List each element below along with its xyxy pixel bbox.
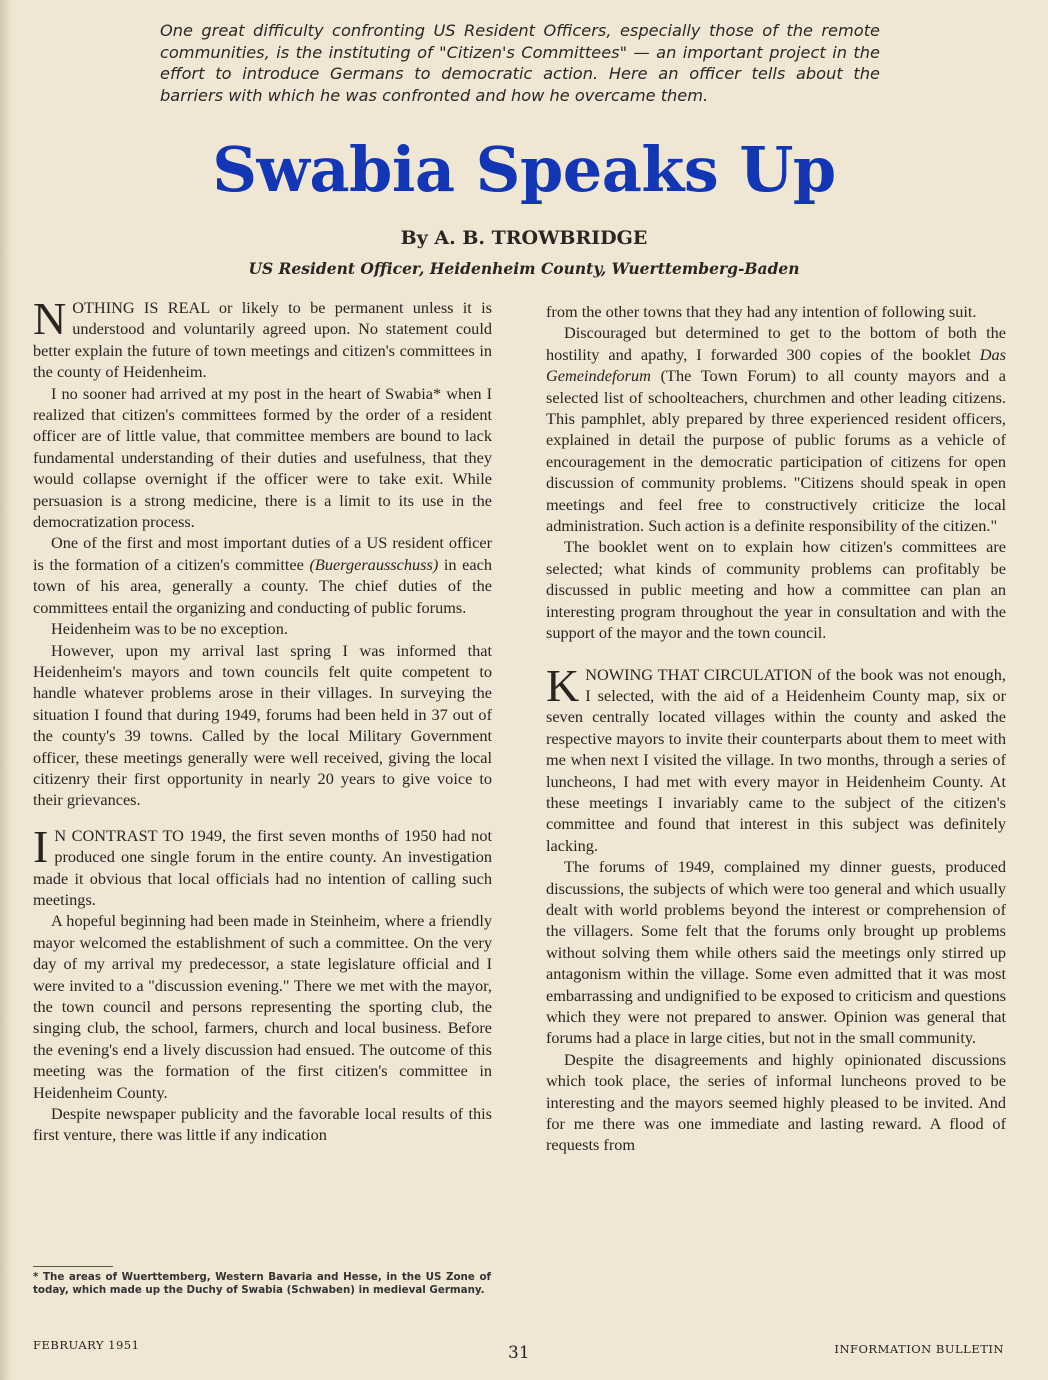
footnote-divider [33,1266,113,1267]
paragraph: Despite newspaper publicity and the favorable local results of this first venture, there was little if any indication [33,1104,492,1145]
drop-cap: N [33,293,67,344]
paragraph: I N CONTRAST TO 1949, the first seven months of 1950 had not produced one single forum in the entire county. An investigation made it obvious that local officials had no intention of calling such meetings. [33,820,492,909]
paragraph: A hopeful beginning had been made in Steinheim, where a friendly mayor welcomed the establishment of such a committee. On the very day of my arrival my predecessor, a state legislature official and I were invited to a "discussion evening." There we met with the mayor, the town council and persons representing the sporting club, the singing club, the school, farmers, church and local business. Before the evening's end a lively discussion had ensued. The outcome of this meeting was the formation of the first citizen's committee in Heidenheim County. [33,911,492,1102]
paragraph: Heidenheim was to be no exception. [51,619,288,639]
drop-cap: K [546,659,580,711]
paragraph: KNOWING THAT CIRCULATION of the book was not enough, I selected, with the aid of a Heidenheim County map, six or seven centrally located villages within the county and asked the respective mayors to invite their counterparts about them to meet with me when next I visited the village. In two months, through a series of luncheons, I had met with every mayor in Heidenheim County. At these meetings I invariably came to the subject of the citizen's committee and found that interest in this subject was definitely lacking. [546,659,1006,855]
paragraph: However, upon my arrival last spring I was informed that Heidenheim's mayors and town councils felt quite competent to handle whatever problems arose in their villages. In surveying the situation I found that during 1949, forums had been held in 37 out of the county's 39 towns. Called by the local Military Government officer, these meetings generally were well received, giving the local citizenry their first opportunity in nearly 20 years to give voice to their grievances. [33,640,492,810]
paragraph: from the other towns that they had any intention of following suit. [546,302,977,321]
right-column [546,301,1006,1156]
drop-cap: I [33,820,49,872]
paragraph: The forums of 1949, complained my dinner guests, produced discussions, the subjects of which were too general and which usually dealt with world problems beyond the interest or comprehension of the villagers. Some felt that the forums only brought up problems without solving them while others said the meetings only stirred up antagonism within the village. Some even admitted that it was most embarrassing and undignified to be exposed to criticism and questions which they were not prepared to answer. Opinion was general that forums had a place in large cities, but not in the small community. [546,857,1006,1048]
author-affiliation: US Resident Officer, Heidenheim County, Wuerttemberg-Baden [248,259,800,278]
intro-blurb: One great difficulty confronting US Resident Officers, especially those of the remote communities, is the instituting of "Citizen's Committees" — an important project in the effort to introduce Germans to democratic action. Here an officer tells about the barriers with which he was confronted and how he overcame them. [160,21,880,105]
paragraph: One of the first and most important duties of a US resident officer is the formation of a citizen's committee (Buergerausschuss) in each town of his area, generally a county. The chief duties of the committees entail the organizing and conducting of public forums. [33,533,492,617]
page-number: 31 [508,1343,530,1363]
paragraph: I no sooner had arrived at my post in the heart of Swabia* when I realized that citizen's committees formed by the order of a resident officer are of little value, that committee members are bound to lack fundamental understanding of their duties and usefulness, that they would collapse overnight if the officer were to take exit. While persuasion is a strong medicine, there is a limit to its use in the democratization process. [33,383,492,532]
paragraph: NOTHING IS REAL or likely to be permanent unless it is understood and voluntarily agreed upon. No statement could better explain the future of town meetings and citizen's committees in the county of Heidenheim. [33,293,492,382]
article-title: Swabia Speaks Up [212,133,836,206]
publication-name: INFORMATION BULLETIN [834,1342,1004,1356]
footnote: * The areas of Wuerttemberg, Western Bavaria and Hesse, in the US Zone of today, which made up the Duchy of Swabia (Schwaben) in medieval Germany. [33,1271,491,1296]
paragraph: Discouraged but determined to get to the bottom of both the hostility and apathy, I forwarded 300 copies of the booklet Das Gemeindeforum (The Town Forum) to all county mayors and a selected list of schoolteachers, churchmen and other leading citizens. This pamphlet, ably prepared by three experienced resident officers, explained in detail the purpose of public forums as a vehicle of encouragement in the democratic participation of citizens for open discussion of community problems. "Citizens should speak in open meetings and feel free to constructively criticize the local administration. Such action is a definite responsibility of the citizen." [546,323,1006,536]
left-column [33,293,492,1146]
paragraph: Despite the disagreements and highly opinionated discussions which took place, the series of informal luncheons proved to be interesting and the mayors seemed highly pleased to be invited. And for me there was one immediate and lasting reward. A flood of requests from [546,1049,1006,1155]
paragraph: The booklet went on to explain how citizen's committees are selected; what kinds of community problems can profitably be discussed in public meeting and how a committee can plan an interesting program throughout the year in consultation and with the support of the mayor and the town council. [546,537,1006,643]
issue-date: FEBRUARY 1951 [33,1338,140,1352]
article-byline: By A. B. TROWBRIDGE [400,227,648,249]
